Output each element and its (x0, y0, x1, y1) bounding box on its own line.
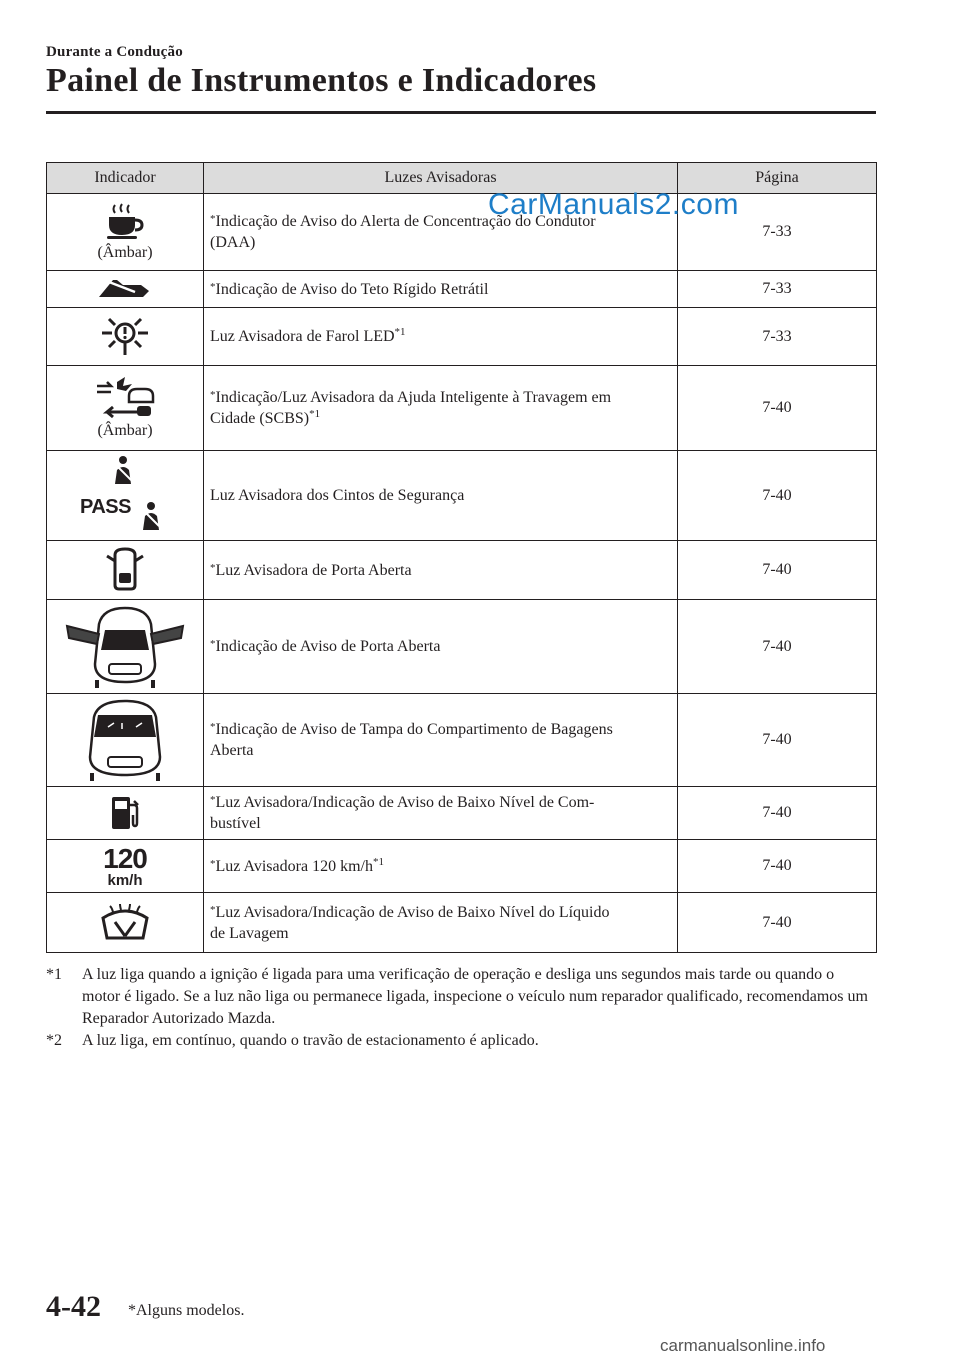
page-ref: 7-40 (678, 541, 877, 600)
table-row (47, 308, 877, 366)
warning-lights-table (46, 162, 877, 953)
indicator-cell (47, 787, 204, 840)
seat-belt-icon (80, 456, 170, 536)
some-models-note: *Alguns modelos. (128, 1302, 245, 1319)
some-models-mark: * (210, 638, 216, 650)
page-ref: 7-40 (678, 451, 877, 541)
page-ref: 7-33 (678, 194, 877, 271)
page-ref: 7-40 (678, 840, 877, 893)
pass-label: PASS (80, 495, 131, 518)
page-ref: 7-40 (678, 366, 877, 451)
page-title: Painel de Instrumentos e Indicadores (46, 62, 597, 99)
table-row (47, 840, 877, 893)
coffee-cup-icon (103, 202, 147, 242)
footnote-2 (46, 1030, 876, 1052)
some-models-mark: * (210, 794, 216, 806)
column-header-page: Página (678, 163, 877, 194)
indicator-cell (47, 451, 204, 541)
speed-number: 120 (103, 842, 147, 874)
some-models-mark: * (210, 213, 216, 225)
description-line: Luz Avisadora de Farol LED (210, 328, 395, 345)
car-trunk-open-icon (80, 697, 170, 783)
description-line: Indicação de Aviso de Tampa do Compartimento de Bagagens (215, 721, 613, 738)
indicator-cell (47, 600, 204, 694)
some-models-mark: * (210, 857, 216, 870)
description-line: Luz Avisadora/Indicação de Aviso de Baixo Nível de Com- (215, 794, 595, 811)
description-cell (204, 308, 678, 366)
description-cell (204, 694, 678, 787)
indicator-cell (47, 541, 204, 600)
description-line: (DAA) (210, 234, 256, 251)
description-line: Luz Avisadora de Porta Aberta (215, 561, 412, 579)
footnote-mark: *1 (46, 966, 62, 983)
indicator-cell (47, 366, 204, 451)
title-underline (46, 111, 876, 114)
page-ref: 7-40 (678, 694, 877, 787)
footnote-mark: *2 (46, 1032, 62, 1049)
amber-label: (Âmbar) (97, 244, 153, 261)
footnote-text: A luz liga, em contínuo, quando o travão de estacionamento é aplicado. (82, 1032, 539, 1049)
table-row (47, 600, 877, 694)
description-line: Aberta (210, 742, 254, 759)
column-header-indicator: Indicador (47, 163, 204, 194)
table-row (47, 451, 877, 541)
door-open-icon (103, 547, 147, 593)
description-cell (204, 271, 678, 308)
speed-unit: km/h (107, 871, 143, 889)
page-ref: 7-33 (678, 308, 877, 366)
indicator-cell (47, 308, 204, 366)
page-number: 4-42 (46, 1290, 101, 1323)
seat-belt-driver-icon (110, 456, 136, 486)
description-line: de Lavagem (210, 924, 289, 942)
description-cell (204, 541, 678, 600)
some-models-mark: * (210, 903, 216, 916)
description-line: Cidade (SCBS) (210, 410, 310, 427)
table-row (47, 787, 877, 840)
column-header-warning-lights: Luzes Avisadoras (204, 163, 678, 194)
description-line: Luz Avisadora/Indicação de Aviso de Baixo Nível do Líquido (215, 903, 610, 921)
footnotes (46, 964, 876, 1052)
led-headlight-icon (100, 313, 150, 361)
some-models-mark: * (210, 280, 216, 293)
fuel-pump-icon (108, 793, 142, 833)
description-cell (204, 893, 678, 953)
table-row (47, 541, 877, 600)
description-line: Indicação de Aviso de Porta Aberta (215, 638, 441, 655)
table-row (47, 893, 877, 953)
footnote-ref: *1 (394, 326, 406, 338)
indicator-cell (47, 893, 204, 953)
some-models-mark: * (210, 721, 216, 733)
table-header-row (47, 163, 877, 194)
some-models-mark: * (210, 561, 216, 574)
footnote-ref: *1 (309, 408, 321, 420)
retractable-hardtop-icon (97, 277, 153, 301)
indicator-cell (47, 271, 204, 308)
description-cell (204, 840, 678, 893)
footnote-text: A luz liga quando a ignição é ligada para uma verificação de operação e desliga uns segundos mais tarde ou quando o motor é ligado. Se a luz não liga ou permanece ligada, inspecione o veículo num reparador qualificado, recomendamos um Reparador Autorizado Mazda. (82, 966, 868, 1027)
table-row (47, 194, 877, 271)
some-models-mark: * (210, 389, 216, 401)
table-row (47, 694, 877, 787)
table-row (47, 366, 877, 451)
speed-120-icon (49, 842, 201, 889)
page-ref: 7-33 (678, 271, 877, 308)
washer-fluid-icon (99, 902, 151, 944)
page-ref: 7-40 (678, 787, 877, 840)
description-line: Indicação de Aviso do Alerta de Concentração do Condutor (215, 213, 596, 230)
seat-belt-passenger-icon (138, 502, 164, 532)
description-line: Luz Avisadora 120 km/h (215, 857, 373, 875)
description-line: Indicação/Luz Avisadora da Ajuda Inteligente à Travagem em (215, 389, 612, 406)
description-cell (204, 451, 678, 541)
description-line: bustível (210, 815, 261, 832)
indicator-cell (47, 694, 204, 787)
scbs-icon (93, 376, 157, 420)
table-row (47, 271, 877, 308)
description-line: Luz Avisadora dos Cintos de Segurança (210, 487, 465, 504)
watermark: CarManuals2.com (488, 188, 739, 221)
footnote-ref: *1 (372, 855, 384, 868)
amber-label: (Âmbar) (97, 422, 153, 439)
page-ref: 7-40 (678, 600, 877, 694)
description-line: Indicação de Aviso do Teto Rígido Retrátil (215, 280, 489, 298)
description-cell (204, 787, 678, 840)
car-doors-open-icon (63, 604, 187, 690)
footnote-1 (46, 964, 876, 1030)
site-footer: carmanualsonline.info (660, 1336, 826, 1355)
page-ref: 7-40 (678, 893, 877, 953)
section-heading: Durante a Condução (46, 44, 183, 60)
description-cell (204, 600, 678, 694)
indicator-cell (47, 840, 204, 893)
description-cell (204, 366, 678, 451)
indicator-cell (47, 194, 204, 271)
